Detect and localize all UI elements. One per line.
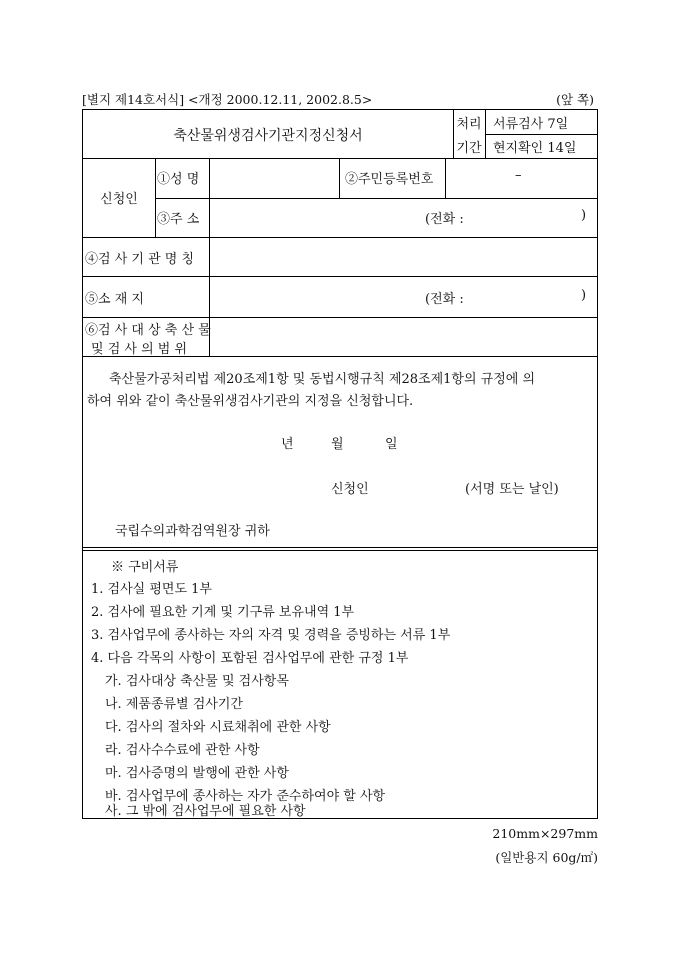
paper-spec: (일반용지 60g/㎡) (495, 850, 598, 865)
processing-label-1: 처리 (456, 117, 482, 132)
date-month: 월 (331, 437, 344, 452)
page-side: (앞 쪽) (556, 92, 594, 107)
scope-label-1: ⑥검 사 대 상 축 산 물 (85, 323, 211, 338)
name-label: ①성 명 (157, 172, 200, 187)
required-doc-subitem: 가. 검사대상 축산물 및 검사항목 (105, 674, 289, 689)
required-doc-subitem: 다. 검사의 절차와 시료채취에 관한 사항 (105, 720, 331, 735)
paper-size: 210mm×297mm (492, 826, 598, 841)
date-day: 일 (385, 437, 398, 452)
name-field[interactable] (211, 164, 337, 194)
signer-label: 신청인 (331, 482, 369, 497)
application-form (82, 109, 598, 819)
required-doc-subitem: 바. 검사업무에 종사하는 자가 준수하여야 할 사항 (105, 789, 386, 804)
applicant-label: 신청인 (100, 192, 138, 207)
address-phone-label: (전화 : (425, 212, 464, 227)
address-phone-close: ) (581, 208, 587, 223)
rrn-field[interactable] (447, 164, 595, 194)
required-doc-subitem: 나. 제품종류별 검사기간 (105, 697, 243, 712)
required-doc-subitem: 사. 그 밖에 검사업무에 필요한 사항 (105, 804, 306, 819)
rrn-dash: – (515, 168, 522, 183)
form-number: [별지 제14호서식] <개정 2000.12.11, 2002.8.5> (82, 92, 373, 107)
required-doc-item: 3. 검사업무에 종사하는 자의 자격 및 경력을 증빙하는 서류 1부 (91, 628, 451, 643)
processing-label-2: 기간 (456, 141, 482, 156)
required-doc-item: 1. 검사실 평면도 1부 (91, 582, 212, 597)
required-doc-item: 4. 다음 각목의 사항이 포함된 검사업무에 관한 규정 1부 (91, 651, 409, 666)
location-label: ⑤소 재 지 (85, 292, 144, 307)
scope-field[interactable] (211, 322, 595, 352)
processing-document-review: 서류검사 7일 (493, 117, 569, 132)
address-field[interactable] (211, 204, 595, 234)
location-phone-close: ) (581, 288, 587, 303)
scope-label-2: 및 검 사 의 범 위 (91, 342, 188, 357)
agency-name-label: ④검 사 기 관 명 칭 (85, 252, 195, 267)
required-doc-subitem: 라. 검사수수료에 관한 사항 (105, 743, 260, 758)
required-doc-subitem: 마. 검사증명의 발행에 관한 사항 (105, 766, 289, 781)
statement-line-1: 축산물가공처리법 제20조제1항 및 동법시행규칙 제28조제1항의 규정에 의 (109, 372, 536, 387)
required-docs-heading: ※ 구비서류 (111, 560, 179, 575)
date-year: 년 (281, 437, 294, 452)
rrn-label: ②주민등록번호 (345, 172, 434, 187)
required-doc-item: 2. 검사에 필요한 기계 및 기구류 보유내역 1부 (91, 605, 355, 620)
processing-site-inspection: 현지확인 14일 (493, 141, 577, 156)
form-header (82, 90, 594, 108)
agency-name-field[interactable] (211, 242, 595, 272)
address-label: ③주 소 (157, 212, 200, 227)
signature-note: (서명 또는 날인) (465, 482, 559, 497)
location-phone-label: (전화 : (425, 292, 464, 307)
statement-line-2: 하여 위와 같이 축산물위생검사기관의 지정을 신청합니다. (87, 394, 414, 409)
recipient: 국립수의과학검역원장 귀하 (115, 524, 270, 539)
location-field[interactable] (211, 282, 595, 312)
form-title: 축산물위생검사기관지정신청서 (173, 128, 363, 144)
